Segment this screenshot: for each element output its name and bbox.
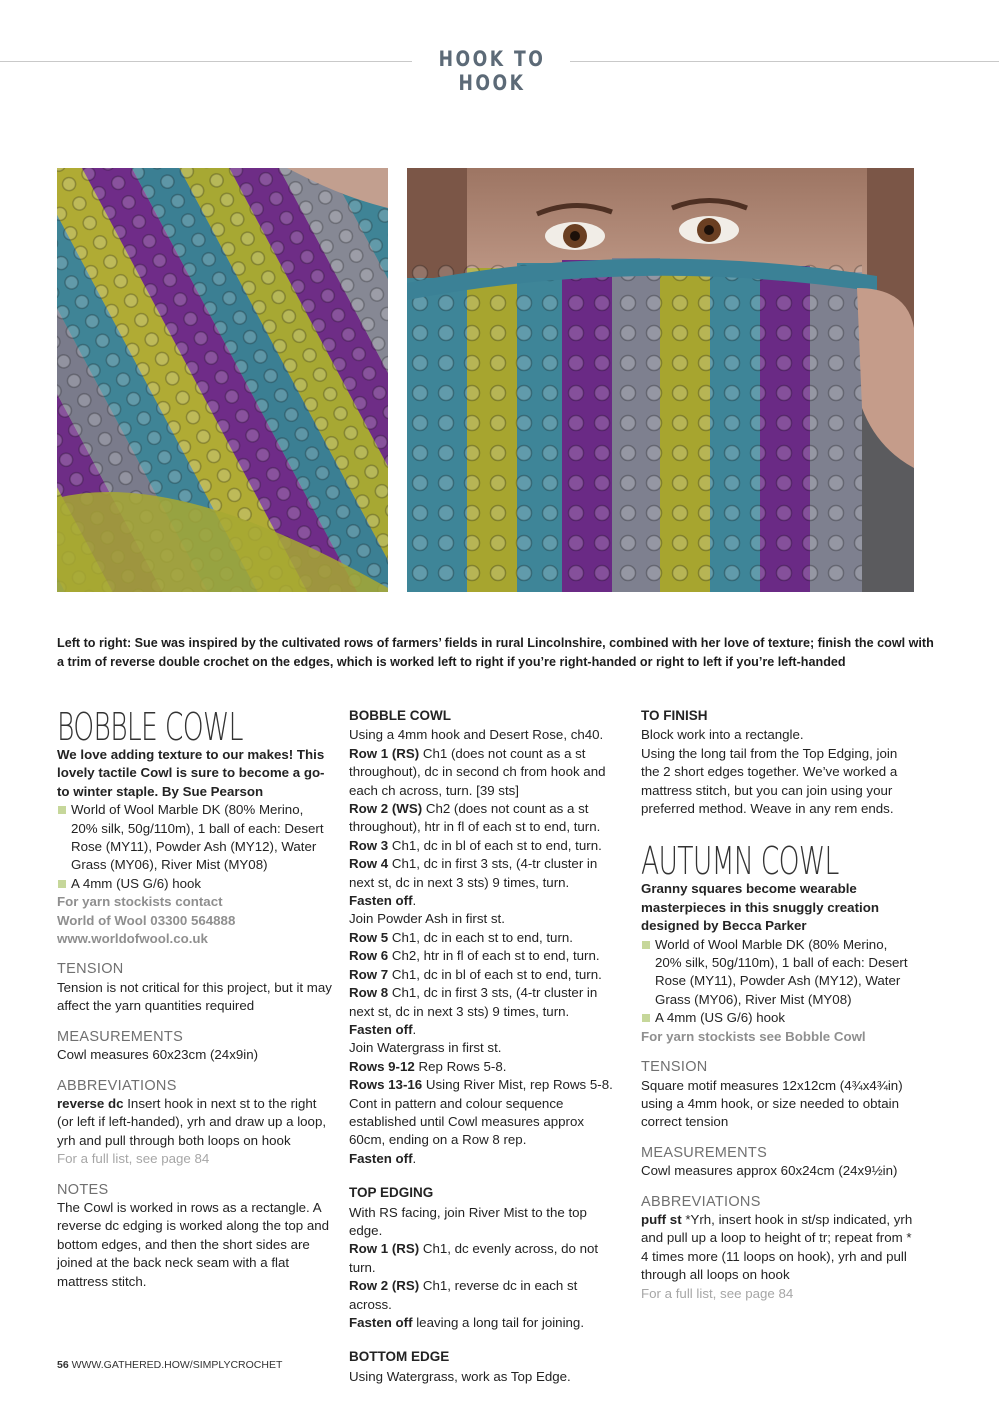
- pattern-line: Row 6 Ch2, htr in fl of each st to end, turn.: [349, 948, 600, 964]
- material-item: World of Wool Marble DK (80% Merino, 20% silk, 50g/110m), 1 ball of each: Desert Rose (MY11), Powder Ash (MY12), Water Grass (MY06), River Mist (MY08): [641, 936, 917, 1010]
- bottom-edge-heading: BOTTOM EDGE: [349, 1349, 450, 1365]
- edging-line: Fasten off leaving a long tail for joining.: [349, 1315, 585, 1330]
- tension-text: Tension is not critical for this project, but it may affect the yarn quantities required: [57, 979, 332, 1014]
- finish-line: Block work into a rectangle.: [641, 727, 804, 743]
- column-finish-autumn: [641, 700, 917, 1303]
- bullet-square-icon: [58, 806, 66, 814]
- pattern-line: Join Watergrass in first st.: [349, 1040, 502, 1056]
- pattern-line: Using a 4mm hook and Desert Rose, ch40.: [349, 727, 604, 743]
- to-finish-heading: TO FINISH: [641, 708, 708, 723]
- abbreviations-heading: ABBREVIATIONS: [641, 1193, 761, 1210]
- photo-cowl-folded: [57, 168, 388, 592]
- measurements-text: Cowl measures approx 60x24cm (24x9½in): [641, 1163, 898, 1179]
- edging-line: Row 1 (RS) Ch1, dc evenly across, do not turn.: [349, 1241, 599, 1275]
- abbreviation-entry: reverse dc Insert hook in next st to the right (or left if left-handed), yrh and draw up a loop, yrh and pull through both loops on hook: [57, 1095, 327, 1148]
- bobble-intro: We love adding texture to our makes! This lovely tactile Cowl is sure to become a go-to winter staple. By Sue Pearson: [57, 747, 325, 799]
- column-bobble-intro: [57, 700, 333, 1291]
- edging-line: With RS facing, join River Mist to the top edge.: [349, 1204, 587, 1238]
- autumn-cowl-title: AUTUMN COWL: [641, 839, 839, 884]
- pattern-line: Row 4 Ch1, dc in first 3 sts, (4-tr cluster in next st, dc in next 3 sts) 9 times, turn.: [349, 856, 598, 890]
- top-edging-heading: TOP EDGING: [349, 1185, 434, 1201]
- pattern-line: Row 1 (RS) Ch1 (does not count as a st throughout), dc in second ch from hook and each ch across, turn. [39 sts]: [349, 745, 606, 798]
- bullet-square-icon: [58, 880, 66, 888]
- autumn-intro: Granny squares become wearable masterpieces in this snuggly creation designed by Becca Parker: [641, 881, 879, 934]
- stockist-note: For yarn stockists see Bobble Cowl: [641, 1028, 866, 1044]
- material-item: World of Wool Marble DK (80% Merino, 20% silk, 50g/110m), 1 ball of each: Desert Rose (MY11), Powder Ash (MY12), Water Grass (MY06), River Mist (MY08): [57, 801, 333, 875]
- section-title: HOOK TO HOOK: [438, 47, 546, 95]
- material-item: A 4mm (US G/6) hook: [57, 875, 333, 893]
- material-item: A 4mm (US G/6) hook: [641, 1009, 917, 1027]
- pattern-line: Rows 13-16 Using River Mist, rep Rows 5-8.: [349, 1077, 613, 1093]
- pattern-line: Row 3 Ch1, dc in bl of each st to end, turn.: [349, 837, 602, 853]
- page-footer: [57, 1359, 282, 1371]
- stockist-phone: World of Wool 03300 564888: [57, 912, 236, 928]
- measurements-text: Cowl measures 60x23cm (24x9in): [57, 1047, 259, 1063]
- bottom-edge-text: Using Watergrass, work as Top Edge.: [349, 1368, 571, 1384]
- photo-model-cowl: [407, 168, 914, 592]
- pattern-line: Fasten off.: [349, 893, 417, 909]
- header-rule-left: [0, 61, 412, 62]
- measurements-heading: MEASUREMENTS: [641, 1144, 768, 1161]
- pattern-line: Fasten off.: [349, 1150, 417, 1166]
- footer-url[interactable]: WWW.GATHERED.HOW/SIMPLYCROCHET: [68, 1359, 283, 1371]
- tension-text: Square motif measures 12x12cm (4¾x4¾in) using a 4mm hook, or size needed to obtain correct tension: [641, 1077, 903, 1130]
- page-number: 56: [57, 1359, 69, 1371]
- notes-text: The Cowl is worked in rows as a rectangle. A reverse dc edging is worked along the top and bottom edges, and then the short sides are joined at the back neck seam with a flat mattress stitch.: [57, 1199, 330, 1289]
- bobble-cowl-title: BOBBLE COWL: [57, 705, 243, 749]
- abbreviation-note: For a full list, see page 84: [641, 1285, 794, 1301]
- header-rule-right: [570, 61, 999, 62]
- abbreviations-heading: ABBREVIATIONS: [57, 1077, 177, 1094]
- tension-heading: TENSION: [57, 961, 124, 978]
- bullet-square-icon: [642, 1014, 650, 1022]
- pattern-line: Row 7 Ch1, dc in bl of each st to end, turn.: [349, 966, 602, 982]
- finish-line: Using the long tail from the Top Edging, join the 2 short edges together. We’ve worked a mattress stitch, but you can join using your preferred method. Weave in any rem ends.: [641, 745, 898, 817]
- photo-caption: Left to right: Sue was inspired by the cultivated rows of farmers’ fields in rural Lincolnshire, combined with her love of texture; finish the cowl with a trim of reverse double crochet on the edges, which is worked left to right if you’re right-handed or right to left if you’re left-handed: [57, 636, 934, 669]
- tension-heading: TENSION: [641, 1059, 708, 1076]
- edging-line: Row 2 (RS) Ch1, reverse dc in each st across.: [349, 1278, 578, 1312]
- pattern-heading: BOBBLE COWL: [349, 708, 451, 723]
- pattern-line: Rows 9-12 Rep Rows 5-8.: [349, 1058, 507, 1074]
- pattern-line: Row 8 Ch1, dc in first 3 sts, (4-tr cluster in next st, dc in next 3 sts) 9 times, turn.: [349, 985, 598, 1019]
- stockist-website[interactable]: www.worldofwool.co.uk: [57, 931, 208, 947]
- pattern-line: Fasten off.: [349, 1021, 417, 1037]
- notes-heading: NOTES: [57, 1181, 109, 1198]
- pattern-line: Row 5 Ch1, dc in each st to end, turn.: [349, 929, 573, 945]
- column-pattern: [349, 700, 621, 1386]
- abbreviation-note: For a full list, see page 84: [57, 1151, 210, 1167]
- measurements-heading: MEASUREMENTS: [57, 1028, 184, 1045]
- pattern-line: Join Powder Ash in first st.: [349, 911, 505, 927]
- abbreviation-entry: puff st *Yrh, insert hook in st/sp indicated, yrh and pull up a loop to height of tr; repeat from * 4 times more (11 loops on hook), yrh and pull through all loops on hook: [641, 1211, 913, 1283]
- stockist-heading: For yarn stockists contact: [57, 894, 223, 910]
- bullet-square-icon: [642, 941, 650, 949]
- pattern-line: Cont in pattern and colour sequence established until Cowl measures approx 60cm, ending on a Row 8 rep.: [349, 1095, 585, 1148]
- pattern-line: Row 2 (WS) Ch2 (does not count as a st throughout), htr in fl of each st to end, turn.: [349, 801, 601, 835]
